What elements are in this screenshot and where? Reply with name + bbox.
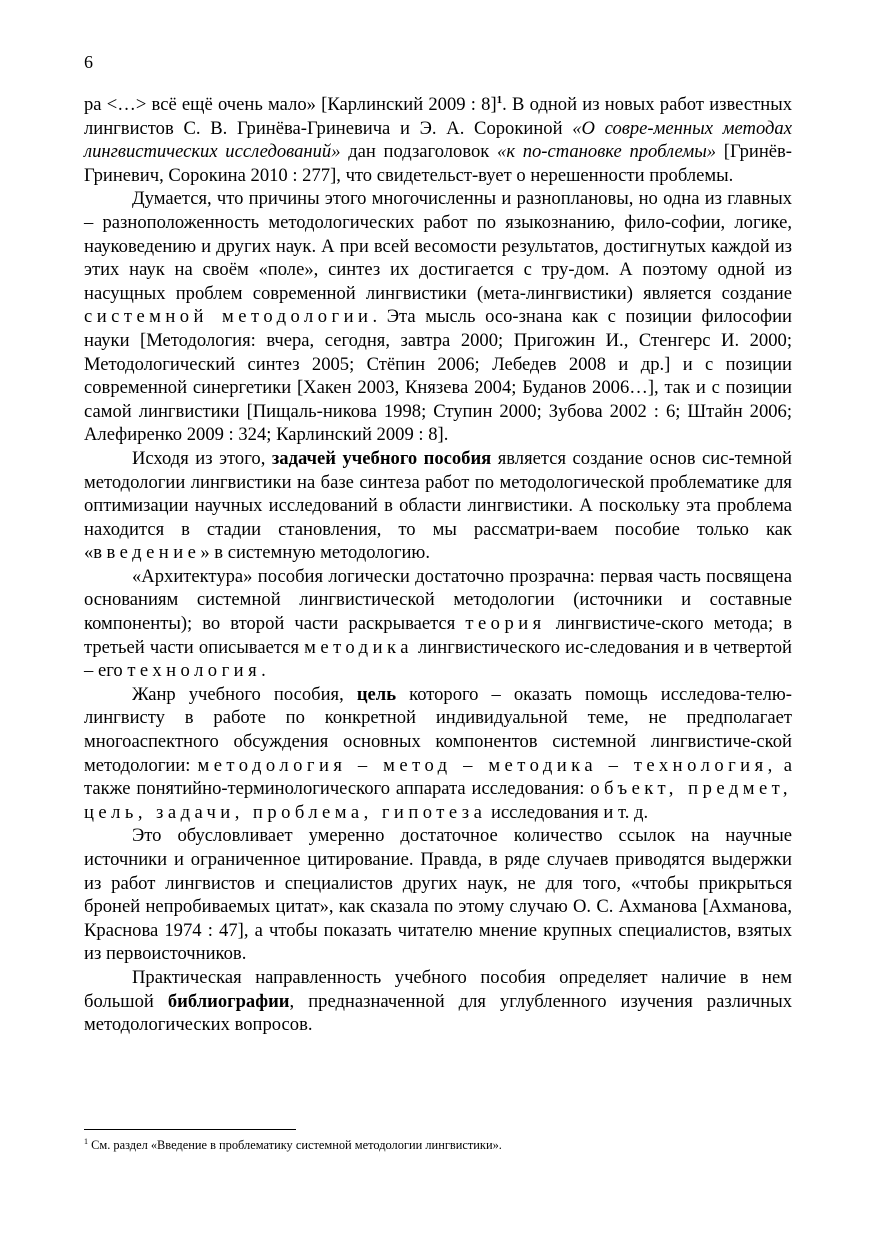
paragraph-3 [84,447,792,565]
footnote-reference[interactable]: 1 [496,93,503,106]
text-run: «Архитектура» пособия логически достаточно прозрачна: первая часть посвящена основаниям системной лингвистической методологии (источники и составные компоненты); во второй части раскрывается [84,565,792,635]
text-run: . Эта мысль осо-знана как с позиции философии науки [Методология: вчера, сегодня, завтра 2000; Пригожин И., Стенгерс И. 2000; Методологический синтез 2005; Стёпин 2006; Лебедев 2008 и др.] и с позиции современной синергетики [Хакен 2003, Князева 2004; Буданов 2006…], так и с позиции самой лингвистики [Пищаль-никова 1998; Ступин 2000; Зубова 2002 : 6; Штайн 2006; Алефиренко 2009 : 324; Карлинский 2009 : 8]. [84,306,792,446]
text-run: Думается, что причины этого многочисленны и разноплановы, но одна из главных – разноположенность методологических работ по языкознанию, фило-софии, логике, науковедению и других наук. А при всей весомости результатов, достигнутых каждой из этих наук на своём «поле», синтез их достигается с тру-дом. А поэтому одной из насущных проблем современной лингвистики (мета-лингвистики) является создание [84,188,792,304]
page-number: 6 [84,52,93,72]
footnote-mark: 1 [84,1136,88,1146]
body-text [84,93,792,1037]
italic-title: «О совре-менных методах лингвистических исследований» [84,117,792,163]
italic-subtitle: «к по-становке проблемы» [497,141,717,163]
paragraph-1 [84,93,792,187]
footnote-separator [84,1129,296,1130]
spaced-term: методика [304,636,413,658]
text-run: » в системную методологию. [200,542,430,564]
spaced-term: теория [465,613,546,635]
text-run: Практическая направленность учебного пособия определяет наличие в нем большой [84,966,792,1012]
spaced-term: системной методологии [84,306,373,328]
text-run: . В одной из новых работ известных лингвистов С. В. Гринёва-Гриневича и Э. А. Сорокиной [84,94,792,139]
text-run: Исходя из этого, [132,447,272,469]
bold-term: цель [356,683,397,705]
paragraph-5 [84,683,792,825]
spaced-term: введение [93,542,201,564]
paragraph-2 [84,187,792,447]
text-run: является создание основ сис-темной методологии лингвистики на базе синтеза работ по методологической проблематике для оптимизации научных исследований в области лингвистики. А поскольку эта проблема находится в стадии становления, то мы рассматри-ваем пособие только как « [84,447,792,564]
text-run: дан подзаголовок [340,141,498,163]
text-run: ра <…> всё ещё очень мало» [Карлинский 2009 : 8] [84,94,497,115]
text-run: исследования и т. д. [486,801,649,823]
footnote [84,1137,792,1153]
bold-term: задачей учебного пособия [271,447,492,469]
bold-term: библиографии [167,990,290,1012]
text-run: Это обусловливает умеренно достаточное количество ссылок на научные источники и ограниченное цитирование. Правда, в ряде случаев приводятся выдержки из работ лингвистов и специалистов других наук, не для того, «чтобы прикрыться броней непробиваемых цитат», как сказала по этому случаю О. С. Ахманова [Ахманова, Краснова 1974 : 47], а чтобы показать читателю мнение крупных специалистов, взятых из первоисточников. [84,825,792,965]
paragraph-6 [84,824,792,966]
footnote-text: См. раздел «Введение в проблематику системной методологии лингвистики». [88,1138,502,1152]
paragraph-7 [84,966,792,1037]
spaced-term: объект, предмет, цель, задачи, проблема, гипотеза [84,778,792,823]
text-run: лингвистиче-ского метода; в третьей части описывается [84,613,792,658]
text-run: которого – оказать помощь исследова-телю-лингвисту в работе по конкретной индивидуальной теме, не предполагает многоаспектного обсуждения основных компонентов системной лингвистиче-ской методологии: [84,683,792,776]
text-run: Жанр учебного пособия, [132,683,357,705]
text-run: а также понятийно-терминологического аппарата исследования: [84,754,793,800]
paragraph-4 [84,565,792,683]
spaced-term: методология – метод – методика – технология, [197,754,777,776]
text-run: , предназначенной для углубленного изучения различных методологических вопросов. [84,990,792,1036]
text-run: лингвистического ис-следования и в четвертой – его [84,636,792,682]
spaced-term: технология. [127,660,271,682]
text-run: [Гринёв-Гриневич, Сорокина 2010 : 277], что свидетельст-вует о нерешенности проблемы. [84,141,792,186]
